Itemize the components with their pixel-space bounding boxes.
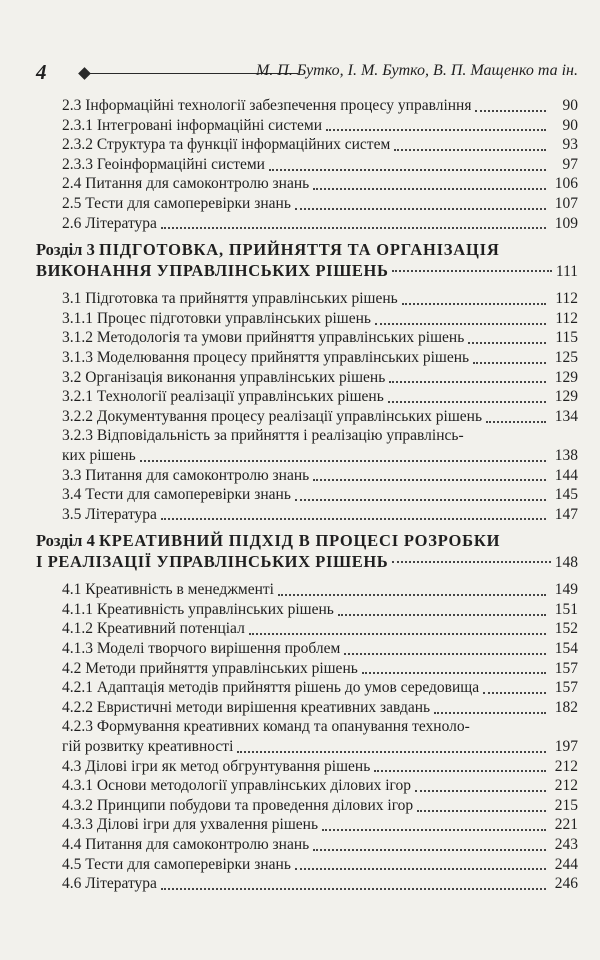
leader-dots [295,868,546,870]
entry-title: 3.4 Тести для самоперевірки знань [62,486,291,504]
toc-entry [62,659,578,679]
leader-dots [295,208,546,210]
leader-dots [338,614,546,616]
entry-title: 4.2 Методи прийняття управлінських рішень [62,659,358,677]
leader-dots [295,499,546,501]
toc-entry [62,757,578,777]
toc-entry [62,639,578,659]
toc-entry [62,466,578,486]
leader-dots [486,421,546,423]
entry-page: 152 [554,620,578,638]
leader-dots [468,342,546,344]
leader-dots [237,751,546,753]
section-title-line1: КРЕАТИВНИЙ ПІДХІД В ПРОЦЕСІ РОЗРОБКИ [98,531,501,551]
section-title-line2: ВИКОНАННЯ УПРАВЛІНСЬКИХ РІШЕНЬ [36,261,389,281]
toc-entry [62,874,578,894]
toc-entry-wrapped [62,426,578,446]
entry-title: 4.1.1 Креативність управлінських рішень [62,600,334,618]
entry-page: 90 [562,97,578,114]
entry-title: 3.2.2 Документування процесу реалізації управлінських рішень [62,407,483,425]
entry-title: 4.6 Література [62,875,157,893]
entry-page: 129 [554,368,578,386]
entry-title: 2.3.1 Інтегровані інформаційні системи [62,116,322,134]
entry-title: 4.3.3 Ділові ігри для ухвалення рішень [62,816,319,834]
entry-title-line2: ких рішень [62,446,136,464]
entry-title: 4.1.3 Моделі творчого вирішення проблем [62,640,341,658]
entry-page: 182 [554,698,578,716]
toc-group-2 [62,96,578,233]
toc-entry [62,135,578,155]
leader-dots [475,110,546,112]
toc-entry [62,580,578,600]
entry-page: 112 [555,290,578,308]
leader-dots [269,169,546,171]
entry-page: 197 [554,738,578,756]
toc-entry [62,619,578,639]
entry-page: 138 [554,446,578,464]
entry-page: 154 [554,640,578,658]
toc-entry [62,835,578,855]
leader-dots [344,653,546,655]
toc-entry [62,698,578,718]
entry-page: 115 [555,329,578,347]
entry-title: 4.1.2 Креативний потенціал [62,620,245,638]
entry-title: 4.5 Тести для самоперевірки знань [62,855,291,873]
leader-dots [326,129,546,131]
toc-entry [62,194,578,214]
leader-dots [417,810,546,812]
entry-title: 3.5 Література [62,505,157,523]
leader-dots [374,770,546,772]
toc-group-4b [62,757,578,894]
leader-dots [415,790,546,792]
leader-dots [278,594,546,596]
entry-page: 243 [554,836,578,853]
entry-title: 4.3.2 Принципи побудови та проведення ділових ігор [62,796,414,814]
toc-entry [62,505,578,525]
entry-page: 112 [555,309,578,327]
entry-page: 97 [562,155,578,173]
leader-dots [313,849,546,851]
entry-page: 246 [554,875,578,893]
entry-title: 4.2.1 Адаптація методів прийняття рішень до умов середовища [62,679,480,697]
entry-page: 90 [562,116,578,134]
entry-page: 134 [554,407,578,425]
toc-entry [62,855,578,875]
section-title-line2: І РЕАЛІЗАЦІЇ УПРАВЛІНСЬКИХ РІШЕНЬ [36,552,389,572]
toc-group-3a [62,289,578,426]
section-page: 148 [554,554,578,572]
entry-page: 147 [554,505,578,523]
toc-entry [62,348,578,368]
toc-entry-wrapped-cont [62,737,578,757]
entry-page: 151 [554,600,578,618]
leader-dots [389,381,546,383]
leader-dots [313,188,546,190]
entry-title-line1: 4.2.3 Формування креативних команд та опанування техноло- [62,718,470,736]
toc-entry [62,485,578,505]
entry-page: 109 [554,214,578,232]
toc-entry-wrapped-cont [62,446,578,466]
entry-page: 149 [554,581,578,599]
leader-dots [140,460,546,462]
entry-page: 215 [554,796,578,814]
entry-title: 2.3 Інформаційні технології забезпечення процесу управління [62,97,472,114]
leader-dots [161,518,546,520]
toc-entry [62,214,578,234]
toc-entry [62,387,578,407]
entry-title: 2.6 Література [62,214,157,232]
toc-entry [62,155,578,175]
section-title-line1: ПІДГОТОВКА, ПРИЙНЯТТЯ ТА ОРГАНІЗАЦІЯ [98,240,500,260]
leader-dots [483,692,546,694]
entry-page: 212 [554,757,578,775]
toc-entry [62,796,578,816]
section-page: 111 [555,263,578,281]
leader-dots [402,303,546,305]
entry-title: 3.3 Питання для самоконтролю знань [62,466,310,484]
running-head-authors: М. П. Бутко, І. М. Бутко, В. П. Мащенко та ін. [255,62,578,79]
entry-title: 3.1.1 Процес підготовки управлінських рішень [62,309,371,327]
toc-entry [62,116,578,136]
leader-dots [322,829,546,831]
leader-dots [161,888,546,890]
entry-title: 4.3.1 Основи методології управлінських ділових ігор [62,777,412,795]
entry-page: 106 [554,175,578,193]
entry-title: 4.3 Ділові ігри як метод обгрунтування рішень [62,757,371,775]
leader-dots [313,479,546,481]
entry-title: 3.2.1 Технології реалізації управлінських рішень [62,388,384,406]
entry-title: 3.1.2 Методологія та умови прийняття управлінських рішень [62,329,465,347]
entry-page: 125 [554,348,578,366]
toc-entry [62,815,578,835]
toc-entry [62,407,578,427]
entry-title: 2.3.2 Структура та функції інформаційних систем [62,136,391,154]
entry-page: 157 [554,659,578,677]
toc-entry [62,600,578,620]
toc-entry [62,289,578,309]
entry-page: 212 [554,777,578,795]
entry-title: 3.1.3 Моделювання процесу прийняття управлінських рішень [62,348,470,366]
leader-dots [394,149,546,151]
entry-title: 3.2 Організація виконання управлінських рішень [62,368,386,386]
toc-entry [62,309,578,329]
entry-title: 4.2.2 Евристичні методи вирішення креативних завдань [62,698,431,716]
toc-group-4a [62,580,578,717]
leader-dots [388,401,546,403]
leader-dots [249,633,546,635]
page-number: 4 [36,60,47,84]
section-prefix: Розділ 4 [36,531,95,551]
entry-title: 2.4 Питання для самоконтролю знань [62,175,310,193]
entry-title: 4.4 Питання для самоконтролю знань [62,836,310,853]
entry-title-line2: гій розвитку креативності [62,738,234,756]
toc-entry [62,174,578,194]
toc-section-4 [36,530,578,573]
toc-entry [62,96,578,116]
leader-dots [375,323,546,325]
toc-entry [62,678,578,698]
leader-dots [392,270,551,272]
entry-title: 4.1 Креативність в менеджменті [62,581,274,599]
toc-entry [62,328,578,348]
entry-page: 144 [554,466,578,484]
toc-entry-wrapped [62,717,578,737]
entry-page: 221 [554,816,578,834]
toc-entry [62,368,578,388]
entry-title-line1: 3.2.3 Відповідальність за прийняття і реалізацію управлінсь- [62,427,464,445]
toc-entry [62,776,578,796]
toc-section-3 [36,239,578,282]
entry-title: 3.1 Підготовка та прийняття управлінських рішень [62,290,398,308]
leader-dots [161,227,546,229]
entry-page: 93 [562,136,578,154]
leader-dots [362,672,546,674]
page-header [30,60,578,88]
leader-dots [392,561,550,563]
entry-page: 107 [554,194,578,212]
leader-dots [434,712,546,714]
entry-page: 129 [554,388,578,406]
table-of-contents [36,96,578,894]
toc-group-3b [62,466,578,525]
section-prefix: Розділ 3 [36,240,95,260]
entry-page: 157 [554,679,578,697]
entry-page: 244 [554,855,578,873]
entry-page: 145 [554,486,578,504]
entry-title: 2.3.3 Геоінформаційні системи [62,155,265,173]
leader-dots [473,362,546,364]
entry-title: 2.5 Тести для самоперевірки знань [62,194,291,212]
